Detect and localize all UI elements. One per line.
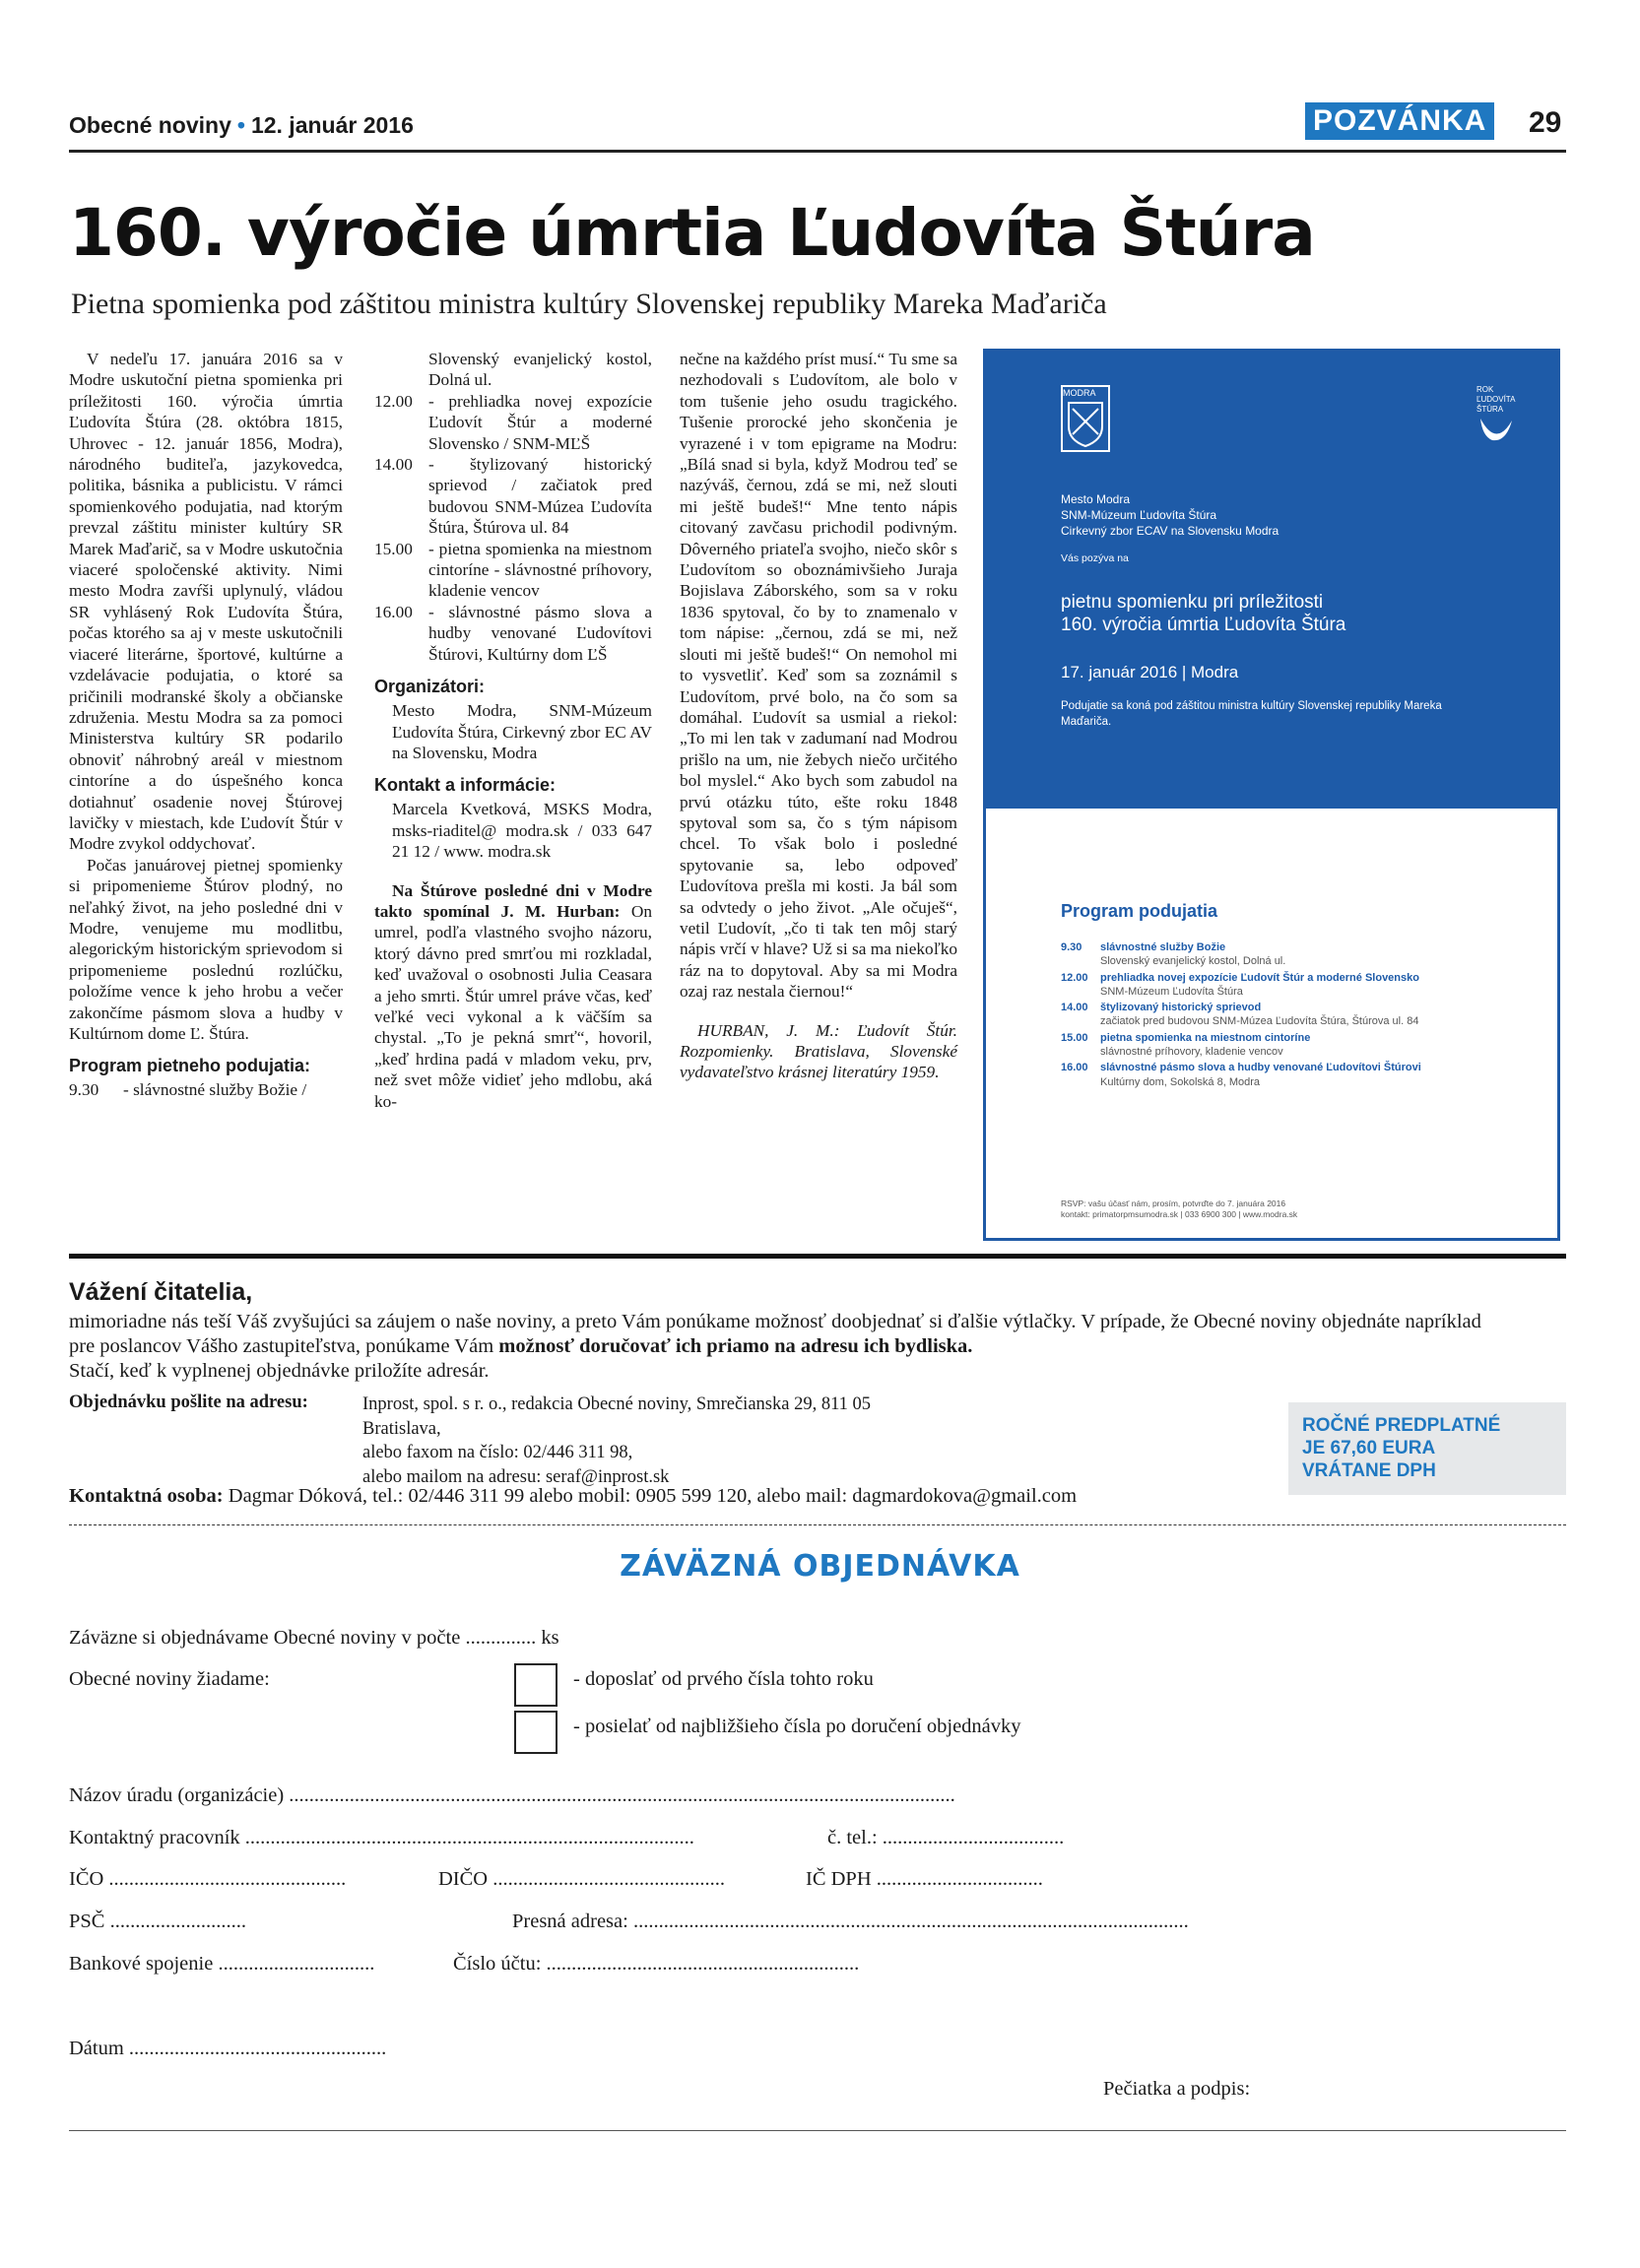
invitation-card — [983, 349, 1560, 1241]
bank-field[interactable]: Bankové spojenie ............................... — [69, 1953, 375, 1975]
hurban-paragraph — [374, 880, 652, 1112]
order-address — [362, 1393, 914, 1489]
paragraph: Počas januárovej pietnej spomienky si pripomenieme Štúrov plodný, no neľahký život, na jeho posledné dni v Modre, venujeme mu modlitbu, alegorickým historickým sprievodom si pripomenieme poslednú rozlúčku, položíme vence k jeho hrobu a večer zakončíme pásmom slova a hudby v Kultúrnom dome Ľ. Štúra. — [69, 855, 343, 1043]
invitation-date: 17. január 2016 | Modra — [1061, 663, 1239, 681]
invitation-program-item — [1061, 1001, 1524, 1029]
organizers-text: Mesto Modra, SNM-Múzeum Ľudovíta Štúra, Cirkevný zbor EC AV na Slovensku, Modra — [392, 701, 652, 762]
invitation-program-title: Program podujatia — [1061, 901, 1218, 921]
cut-line — [69, 1524, 1566, 1525]
ic-dph-field[interactable]: IČ DPH ................................. — [806, 1868, 1043, 1890]
program-time: 15.00 — [374, 539, 413, 558]
invitation-header-panel — [986, 352, 1557, 809]
page-header — [69, 98, 1566, 153]
article-column-3 — [680, 349, 957, 1083]
invitation-main-text — [1061, 591, 1534, 636]
hurban-text: On umrel, podľa vlastného svojho názoru, ktorý dávno pred smrťou mi rozkladal, keď uvažoval o osobnosti Julia Ceasara a jeho smrti. Štúr umrel práve včas, keď veľké veci vykonal a k väčším sa chystal. „To je pekná smrť“, hovoril, „keď hrdina padá v mladom veku, prv, než svet môže vidieť jeho mdlobu, aká ko- — [374, 901, 652, 1111]
dico-field[interactable]: DIČO .............................................. — [438, 1868, 725, 1890]
header-paper-date — [69, 112, 414, 139]
rsvp-line: RSVP: vašu účasť nám, prosím, potvrďte do 7. januára 2016 — [1061, 1199, 1286, 1208]
rsvp-line: kontakt: primatorpmsumodra.sk | 033 6900 300 | www.modra.sk — [1061, 1209, 1298, 1219]
order-address-line: Inprost, spol. s r. o., redakcia Obecné noviny, Smrečianska 29, 811 05 Bratislava, — [362, 1394, 872, 1439]
order-address-line: alebo mailom na adresu: seraf@inprost.sk — [362, 1466, 670, 1487]
contact-worker-field[interactable]: Kontaktný pracovník ......................................................................................... — [69, 1827, 694, 1848]
subscription-line: ROČNÉ PREDPLATNÉ — [1302, 1415, 1501, 1436]
invitation-rsvp — [1061, 1199, 1524, 1220]
logo-left-label: MODRA — [1063, 388, 1096, 398]
program-item — [374, 454, 652, 539]
invitation-program-main: slávnostné pásmo slova a hudby venované Ľudovítovi Štúrovi — [1100, 1062, 1421, 1074]
program-item — [374, 391, 652, 454]
psc-field[interactable]: PSČ ........................... — [69, 1911, 246, 1932]
invitation-main-line: 160. výročia úmrtia Ľudovíta Štúra — [1061, 615, 1346, 635]
invitation-program-main: slávnostné služby Božie — [1100, 941, 1226, 953]
issue-date: 12. január 2016 — [250, 112, 414, 138]
invitation-program-main: pietna spomienka na miestnom cintoríne — [1100, 1031, 1311, 1044]
article-title: 160. výročie úmrtia Ľudovíta Štúra — [69, 195, 1315, 271]
logo-line: ROK — [1476, 385, 1494, 394]
invitation-patronage-note: Podujatie sa koná pod záštitou ministra kultúry Slovenskej republiky Mareka Maďariča. — [1061, 700, 1442, 728]
invitation-program-sub: Kultúrny dom, Sokolská 8, Modra — [1100, 1075, 1261, 1088]
invitation-program-list — [1061, 940, 1524, 1091]
option-first-issue-label: - doposlať od prvého čísla tohto roku — [573, 1668, 874, 1690]
subscription-price — [1302, 1414, 1558, 1482]
paragraph: V nedeľu 17. januára 2016 sa v Modre uskutoční pietna spomienka pri príležitosti 160. výročia úmrtia Ľudovíta Štúra (28. októbra 1815, Uhrovec - 12. január 1856, Modra), národného buditeľa, jazykovedca, politika, básnika a publicistu. V rámci spomienkového podujatia, nad ktorým prevzal záštitu minister kultúry SR Marek Maďarič, sa v Modre uskutočnia viaceré spoločenské aktivity. Nimi mesto Modra zavŕši uplynulý, vládou SR vyhlásený Rok Ľudovíta Štúra, počas ktorého sa aj v meste uskutočnili viaceré literárne, športové, kultúrne a vzdelávacie podujatia, o ktoré sa pričinili modranské školy a občianske združenia. Mestu Modra sa za pomoci Ministerstva kultúry SR podarilo obnoviť náhrobný areál v miestnom cintoríne a do úspešného konca dotiahnuť osadenie novej Štúrovej lavičky v miestach, kde Ľudovít Štúr v Modre zvykol oddychovať. — [69, 350, 343, 854]
contact-text: Marcela Kvetková, MSKS Modra, msks-riaditel@ modra.sk / 033 647 21 12 / www. modra.sk — [392, 800, 652, 862]
readers-heading: Vážení čitatelia, — [69, 1278, 253, 1306]
date-field[interactable]: Dátum ................................................... — [69, 2038, 387, 2059]
contact-person — [69, 1485, 1077, 1508]
article-subtitle: Pietna spomienka pod záštitou ministra kultúry Slovenskej republiky Mareka Maďariča — [71, 288, 1107, 320]
invitation-invites: Vás pozýva na — [1061, 552, 1129, 564]
program-desc: - prehliadka novej expozície Ľudovít Štúr a moderné Slovensko / SNM-MĽŠ — [428, 391, 652, 453]
invitation-program-main: prehliadka novej expozície Ľudovít Štúr a moderné Slovensko — [1100, 971, 1419, 984]
program-time: 16.00 — [374, 602, 413, 621]
order-address-line: alebo faxom na číslo: 02/446 311 98, — [362, 1443, 633, 1462]
page-number: 29 — [1529, 106, 1562, 139]
invitation-org: Cirkevný zbor ECAV na Slovensku Modra — [1061, 524, 1279, 538]
readers-text-bold: možnosť doručovať ich priamo na adresu ich bydliska. — [498, 1335, 973, 1357]
logo-line: ĽUDOVÍTA — [1476, 395, 1516, 404]
article-column-2 — [374, 349, 652, 1112]
program-time: 9.30 — [69, 1080, 99, 1100]
program-desc: - pietna spomienka na miestnom cintoríne - slávnostné príhovory, kladenie vencov — [428, 539, 652, 601]
invitation-program-sub: slávnostné príhovory, kladenie vencov — [1100, 1046, 1283, 1059]
request-label: Obecné noviny žiadame: — [69, 1668, 270, 1690]
invitation-program-item — [1061, 940, 1524, 969]
ico-field[interactable]: IČO ............................................... — [69, 1868, 347, 1890]
contact-heading: Kontakt a informácie: — [374, 775, 557, 796]
program-desc: - slávnostné pásmo slova a hudby venované Ľudovítovi Štúrovi, Kultúrny dom ĽŠ — [428, 602, 652, 664]
stamp-signature-label: Pečiatka a podpis: — [1103, 2078, 1251, 2100]
program-item — [69, 1079, 343, 1100]
invitation-org: SNM-Múzeum Ľudovíta Štúra — [1061, 508, 1217, 522]
invitation-program-time: 15.00 — [1061, 1031, 1088, 1044]
invitation-program-main: štylizovaný historický sprievod — [1100, 1002, 1262, 1014]
invitation-org: Mesto Modra — [1061, 492, 1131, 506]
program-heading: Program pietneho podujatia: — [69, 1056, 311, 1076]
separator-dot: • — [236, 112, 245, 138]
program-desc: - štylizovaný historický sprievod / začiatok pred budovou SNM-Múzea Ľudovíta Štúra, Štúrova ul. 84 — [428, 455, 652, 538]
invitation-program-sub: začiatok pred budovou SNM-Múzea Ľudovíta Štúra, Štúrova ul. 84 — [1100, 1015, 1419, 1028]
phone-field[interactable]: č. tel.: .................................... — [827, 1827, 1065, 1848]
program-desc: - slávnostné služby Božie / — [123, 1080, 307, 1100]
readers-body — [69, 1310, 1487, 1384]
section-divider — [69, 1254, 1566, 1259]
subscription-line: VRÁTANE DPH — [1302, 1460, 1436, 1481]
section-label: POZVÁNKA — [1305, 102, 1494, 140]
invitation-program-time: 9.30 — [1061, 941, 1082, 953]
account-number-field[interactable]: Číslo účtu: .............................................................. — [453, 1953, 860, 1975]
profile-silhouette-icon — [1476, 415, 1516, 448]
order-form-title: ZÁVÄZNÁ OBJEDNÁVKA — [620, 1549, 1020, 1584]
citation: HURBAN, J. M.: Ľudovít Štúr. Rozpomienky. Bratislava, Slovenské vydavateľstvo krásnej literatúry 1959. — [680, 1020, 957, 1082]
invitation-program-time: 14.00 — [1061, 1002, 1088, 1014]
hurban-lead: Na Štúrove posledné dni v Modre takto spomínal J. M. Hurban: — [374, 880, 652, 921]
contact-label: Kontaktná osoba: — [69, 1485, 224, 1507]
program-item — [374, 602, 652, 665]
paper-name: Obecné noviny — [69, 112, 231, 138]
subscription-line: JE 67,60 EURA — [1302, 1438, 1436, 1458]
invitation-main-line: pietnu spomienku pri príležitosti — [1061, 592, 1324, 613]
option-next-issue-label: - posielať od najbližšieho čísla po doručení objednávky — [573, 1716, 1021, 1737]
contact-value: Dagmar Dóková, tel.: 02/446 311 99 alebo mobil: 0905 599 120, alebo mail: dagmardokova@gmail.com — [223, 1485, 1078, 1507]
hurban-text-continued: nečne na každého príst musí.“ Tu sme sa nezhodovali s Ľudovítom, ale bolo v tom tušenie jeho osudu tragického. Tušenie prorocké jeho skončenia je vyrazené i v tom epigrame na Modru: „Bílá snad si byla, když Modrou teď se nazýváš, černou, zdá se mi, než slouti mi ještě budeš!“ Mne tento nápis citovaný zavčasu prichodil podivným. Dôverného priateľa svojho, niečo skôr s Ľudovítom so oboznámivšieho Juraja Bojislava Záborského, som sa v roku 1836 spytoval, čo by to znamenalo v tom nápise: „černou, zdá se mi, než slouti mi ještě budeš!“ On nemohol mi to vysvetliť. Keď som sa zoznámil s Ľudovítom, prvé bolo, na čo som sa domáhal. Ľudovít sa usmial a riekol: „To mi len tak v zadumaní nad Modrou prišlo na um, nie žebych niečo určitého bol myslel.“ Ako bych som zabudol na prvú otázku túto, ešte roku 1848 spytoval som sa, čo s tým nápisom chcel. To však bolo i posledné spytovanie sa, lebo odpoveď Ľudovítova prešla mi kosti. Ja bál som sa odvtedy o jeho život. „Ale očuješ“, vetil Ľudovít, „čo ti tak ten môj starý nápis vrčí v hlave? Už si sa ma niekoľko ráz na to dopytoval. Aby sa mi Modra ozaj raz nestala čiernou!“ — [680, 350, 957, 1002]
rok-ludovita-stura-logo — [1476, 385, 1522, 454]
invitation-program-item — [1061, 1061, 1524, 1089]
article-column-1 — [69, 349, 343, 1101]
option-next-issue-checkbox[interactable] — [514, 1711, 558, 1754]
invitation-program-sub: Slovenský evanjelický kostol, Dolná ul. — [1100, 955, 1286, 968]
program-time: 12.00 — [374, 391, 413, 411]
organization-field[interactable]: Názov úradu (organizácie) .................................................................................................................................... — [69, 1784, 955, 1806]
address-field[interactable]: Presná adresa: .............................................................................................................. — [512, 1911, 1189, 1932]
logo-line: ŠTÚRA — [1476, 405, 1504, 414]
program-desc-continued: Slovenský evanjelický kostol, Dolná ul. — [428, 350, 652, 390]
readers-text: mimoriadne nás teší Váš zvyšujúci sa záujem o naše noviny, a preto Vám ponúkame možnosť doobjednať si ďalšie výtlačky. V prípade, že Obecné noviny objednáte napríklad pre poslancov Vášho zastupiteľstva, ponúkame Vám — [69, 1311, 1481, 1357]
invitation-program-item — [1061, 1031, 1524, 1060]
program-time: 14.00 — [374, 455, 413, 475]
organizers-heading: Organizátori: — [374, 677, 486, 697]
readers-text: Stačí, keď k vyplnenej objednávke priložíte adresár. — [69, 1360, 490, 1382]
program-item — [374, 539, 652, 602]
quantity-field[interactable]: Záväzne si objednávame Obecné noviny v počte .............. ks — [69, 1627, 559, 1649]
option-first-issue-checkbox[interactable] — [514, 1663, 558, 1707]
invitation-program-item — [1061, 971, 1524, 1000]
invitation-program-time: 12.00 — [1061, 971, 1088, 984]
invitation-organizers — [1061, 491, 1524, 566]
invitation-program-sub: SNM-Múzeum Ľudovíta Štúra — [1100, 985, 1243, 998]
bottom-rule — [69, 2130, 1566, 2131]
invitation-program-time: 16.00 — [1061, 1062, 1088, 1074]
order-address-label: Objednávku pošlite na adresu: — [69, 1393, 308, 1412]
